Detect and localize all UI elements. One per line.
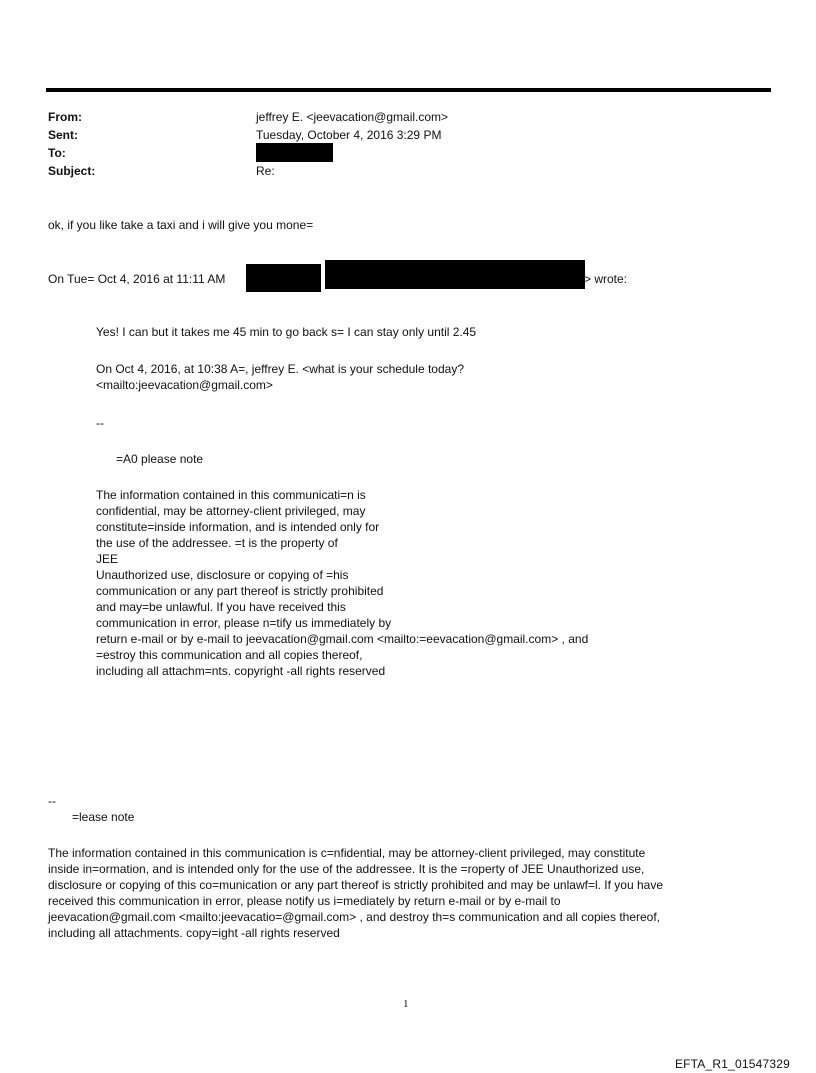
from-value: jeffrey E. <jeevacation@gmail.com> <box>256 110 449 124</box>
document-id: EFTA_R1_01547329 <box>674 1057 790 1071</box>
nested-disclaimer: The information contained in this communicati=n is confidential, may be attorney-client privileged, may constitute=inside information, and is intended only for the use of the addressee. =t is the property of JEE Unauthorized use, disclosure or copying of =his communication or any part thereof is strictly prohibited and may=be unlawful. If you have received this communication in error, please n=tify us immediately by return e-mail or by e-mail to jeevacation@gmail.com <mailto:=eevacation@gmail.com> , and =estroy this communication and all copies thereof, including all attachm=nts. copyright -all rights reserved <box>96 488 589 678</box>
from-label: From: <box>48 110 82 124</box>
to-label: To: <box>48 146 66 160</box>
subject-value: Re: <box>256 164 275 178</box>
sent-label: Sent: <box>48 128 78 142</box>
sender-name-redaction <box>246 264 321 292</box>
from-row <box>48 109 748 125</box>
nested-intro: On Oct 4, 2016, at 10:38 A=, jeffrey E. <what is your schedule today? <mailto:jeevacation@gmail.com> <box>96 362 465 392</box>
subject-row <box>48 163 748 179</box>
sent-row <box>48 127 748 143</box>
email-header <box>48 109 748 181</box>
sig-dashes: -- <box>48 794 56 808</box>
quote-intro-start: On Tue= Oct 4, 2016 at 11:11 AM <box>48 272 226 286</box>
header-divider <box>46 88 771 92</box>
to-row <box>48 145 748 161</box>
disclaimer: The information contained in this communication is c=nfidential, may be attorney-client privileged, may constitute inside in=ormation, and is intended only for the use of the addressee. It is the =roperty of JEE Unauthorized use, disclosure or copying of this co=munication or any part thereof is strictly prohibited and may be unlawf=l. If you have received this communication in error, please notify us i=mediately by return e-mail or by e-mail to jeevacation@gmail.com <mailto:jeevacatio=@gmail.com> , and destroy th=s communication and all copies thereof, including all attachments. copy=ight -all rights reserved <box>48 846 663 940</box>
sender-email-redaction <box>325 260 585 289</box>
quoted-reply: Yes! I can but it takes me 45 min to go back s= I can stay only until 2.45 <box>96 325 477 339</box>
reply-text: ok, if you like take a taxi and i will give you mone= <box>48 218 314 232</box>
nested-note: =A0 please note <box>116 452 204 466</box>
sent-value: Tuesday, October 4, 2016 3:29 PM <box>256 128 442 142</box>
quote-intro-end: > wrote: <box>584 272 628 286</box>
page-number: 1 <box>403 998 409 1010</box>
subject-label: Subject: <box>48 164 96 178</box>
note-line: =lease note <box>72 810 135 824</box>
nested-sig-dashes: -- <box>96 416 104 430</box>
to-redaction <box>256 143 333 162</box>
